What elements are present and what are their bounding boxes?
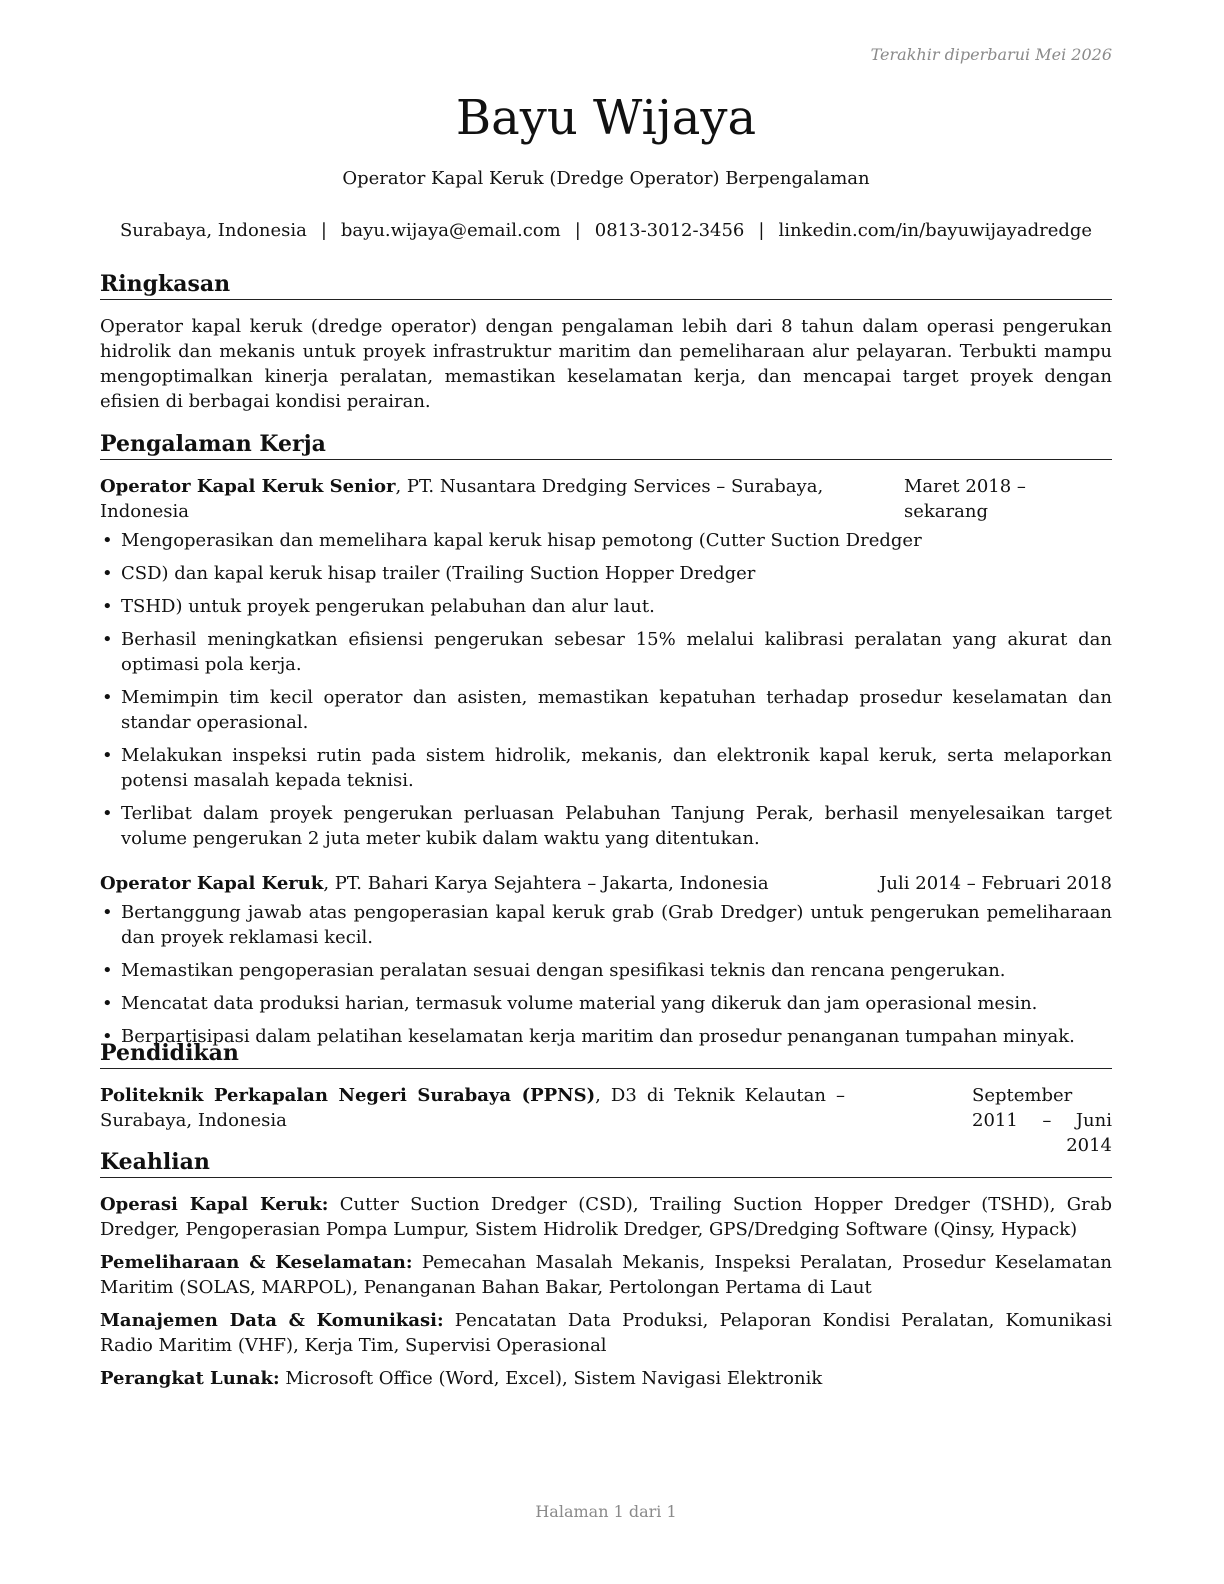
job-bullet: • TSHD) untuk proyek pengerukan pelabuhan dan alur laut. xyxy=(100,594,1112,619)
job-bullet: • Bertanggung jawab atas pengoperasian kapal keruk grab (Grab Dredger) untuk pengerukan pemeliharaan dan proyek reklamasi kecil. xyxy=(100,900,1112,950)
section-heading-skills: Keahlian xyxy=(100,1148,1112,1178)
job-company: , PT. Nusantara Dredging Services – Surabaya, Indonesia xyxy=(100,476,824,522)
job-bullet: • Mencatat data produksi harian, termasuk volume material yang dikeruk dan jam operasional mesin. xyxy=(100,991,1112,1016)
job-bullet: • Mengoperasikan dan memelihara kapal keruk hisap pemotong (Cutter Suction Dredger xyxy=(100,528,1112,553)
job-role: Operator Kapal Keruk Senior xyxy=(100,476,396,497)
job-bullets xyxy=(100,528,1112,851)
skill-group xyxy=(100,1192,1112,1242)
skill-label: Manajemen Data & Komunikasi: xyxy=(100,1310,444,1331)
education-dates: September 2011 – Juni 2014 xyxy=(972,1085,1112,1156)
skill-label: Pemeliharaan & Keselamatan: xyxy=(100,1252,413,1273)
skill-group xyxy=(100,1250,1112,1300)
skill-list: Microsoft Office (Word, Excel), Sistem Navigasi Elektronik xyxy=(279,1368,823,1389)
job-bullet: • Memimpin tim kecil operator dan asisten, memastikan kepatuhan terhadap prosedur keselamatan dan standar operasional. xyxy=(100,685,1112,735)
education-institution xyxy=(100,1083,845,1158)
section-heading-summary: Ringkasan xyxy=(100,270,1112,300)
job-bullet: • Berpartisipasi dalam pelatihan keselamatan kerja maritim dan prosedur penanganan tumpahan minyak. xyxy=(100,1024,1112,1049)
candidate-title: Operator Kapal Keruk (Dredge Operator) Berpengalaman xyxy=(342,168,870,189)
contact-separator: | xyxy=(574,220,581,241)
skills-section xyxy=(100,1148,1112,1391)
job-bullet: • Berhasil meningkatkan efisiensi pengerukan sebesar 15% melalui kalibrasi peralatan yang akurat dan optimasi pola kerja. xyxy=(100,627,1112,677)
skill-label: Perangkat Lunak: xyxy=(100,1368,280,1389)
contact-separator: | xyxy=(758,220,765,241)
section-heading-experience: Pengalaman Kerja xyxy=(100,430,1112,460)
job-header xyxy=(100,871,1112,896)
job-entry xyxy=(100,474,1112,851)
job-bullet: • CSD) dan kapal keruk hisap trailer (Trailing Suction Hopper Dredger xyxy=(100,561,1112,586)
page-number-footer: Halaman 1 dari 1 xyxy=(535,1502,677,1521)
skill-label: Operasi Kapal Keruk: xyxy=(100,1194,329,1215)
contact-line xyxy=(80,220,1132,242)
job-entry xyxy=(100,871,1112,1049)
job-bullet: • Terlibat dalam proyek pengerukan perluasan Pelabuhan Tanjung Perak, berhasil menyelesaikan target volume pengerukan 2 juta meter kubik dalam waktu yang ditentukan. xyxy=(100,801,1112,851)
job-company: , PT. Bahari Karya Sejahtera – Jakarta, Indonesia xyxy=(323,873,769,894)
summary-section xyxy=(100,270,1112,414)
job-role: Operator Kapal Keruk xyxy=(100,873,324,894)
section-heading-education: Pendidikan xyxy=(100,1039,1112,1069)
skill-group xyxy=(100,1366,1112,1391)
candidate-name: Bayu Wijaya xyxy=(455,90,757,146)
contact-email[interactable]: bayu.wijaya@email.com xyxy=(340,220,561,241)
education-entry xyxy=(100,1083,1112,1158)
skill-list: Cutter Suction Dredger (CSD), Trailing Suction Hopper Dredger (TSHD), Grab Dredger, Pengoperasian Pompa Lumpur, Sistem Hidrolik Dredger, GPS/Dredging Software (Qinsy, Hypack) xyxy=(100,1194,1112,1240)
resume-page xyxy=(100,0,1112,1584)
skill-group xyxy=(100,1308,1112,1358)
job-bullet: • Melakukan inspeksi rutin pada sistem hidrolik, mekanis, dan elektronik kapal keruk, serta melaporkan potensi masalah kepada teknisi. xyxy=(100,743,1112,793)
skill-list: Pemecahan Masalah Mekanis, Inspeksi Peralatan, Prosedur Keselamatan Maritim (SOLAS, MARPOL), Penanganan Bahan Bakar, Pertolongan Pertama di Laut xyxy=(100,1252,1112,1298)
job-bullet: • Memastikan pengoperasian peralatan sesuai dengan spesifikasi teknis dan rencana pengerukan. xyxy=(100,958,1112,983)
job-dates: Maret 2018 – sekarang xyxy=(904,476,1026,522)
experience-section xyxy=(100,430,1112,1057)
skill-list: Pencatatan Data Produksi, Pelaporan Kondisi Peralatan, Komunikasi Radio Maritim (VHF), Kerja Tim, Supervisi Operasional xyxy=(100,1310,1112,1356)
last-updated-note: Terakhir diperbarui Mei 2026 xyxy=(870,45,1112,64)
education-section xyxy=(100,1039,1112,1158)
job-title-company xyxy=(100,474,904,524)
contact-linkedin[interactable]: linkedin.com/in/bayuwijayadredge xyxy=(778,220,1093,241)
contact-separator: | xyxy=(320,220,327,241)
contact-phone: 0813-3012-3456 xyxy=(594,220,745,241)
summary-text: Operator kapal keruk (dredge operator) dengan pengalaman lebih dari 8 tahun dalam operasi pengerukan hidrolik dan mekanis untuk proyek infrastruktur maritim dan pemeliharaan alur pelayaran. Terbukti mampu mengoptimalkan kinerja peralatan, memastikan keselamatan kerja, dan mencapai target proyek dengan efisien di berbagai kondisi perairan. xyxy=(100,316,1112,412)
education-school: Politeknik Perkapalan Negeri Surabaya (PPNS) xyxy=(100,1085,596,1106)
job-header xyxy=(100,474,1112,524)
education-detail: , D3 di Teknik Kelautan – Surabaya, Indonesia xyxy=(100,1085,845,1131)
job-bullets xyxy=(100,900,1112,1049)
contact-location: Surabaya, Indonesia xyxy=(119,220,307,241)
job-dates: Juli 2014 – Februari 2018 xyxy=(879,873,1112,894)
job-title-company xyxy=(100,871,769,896)
